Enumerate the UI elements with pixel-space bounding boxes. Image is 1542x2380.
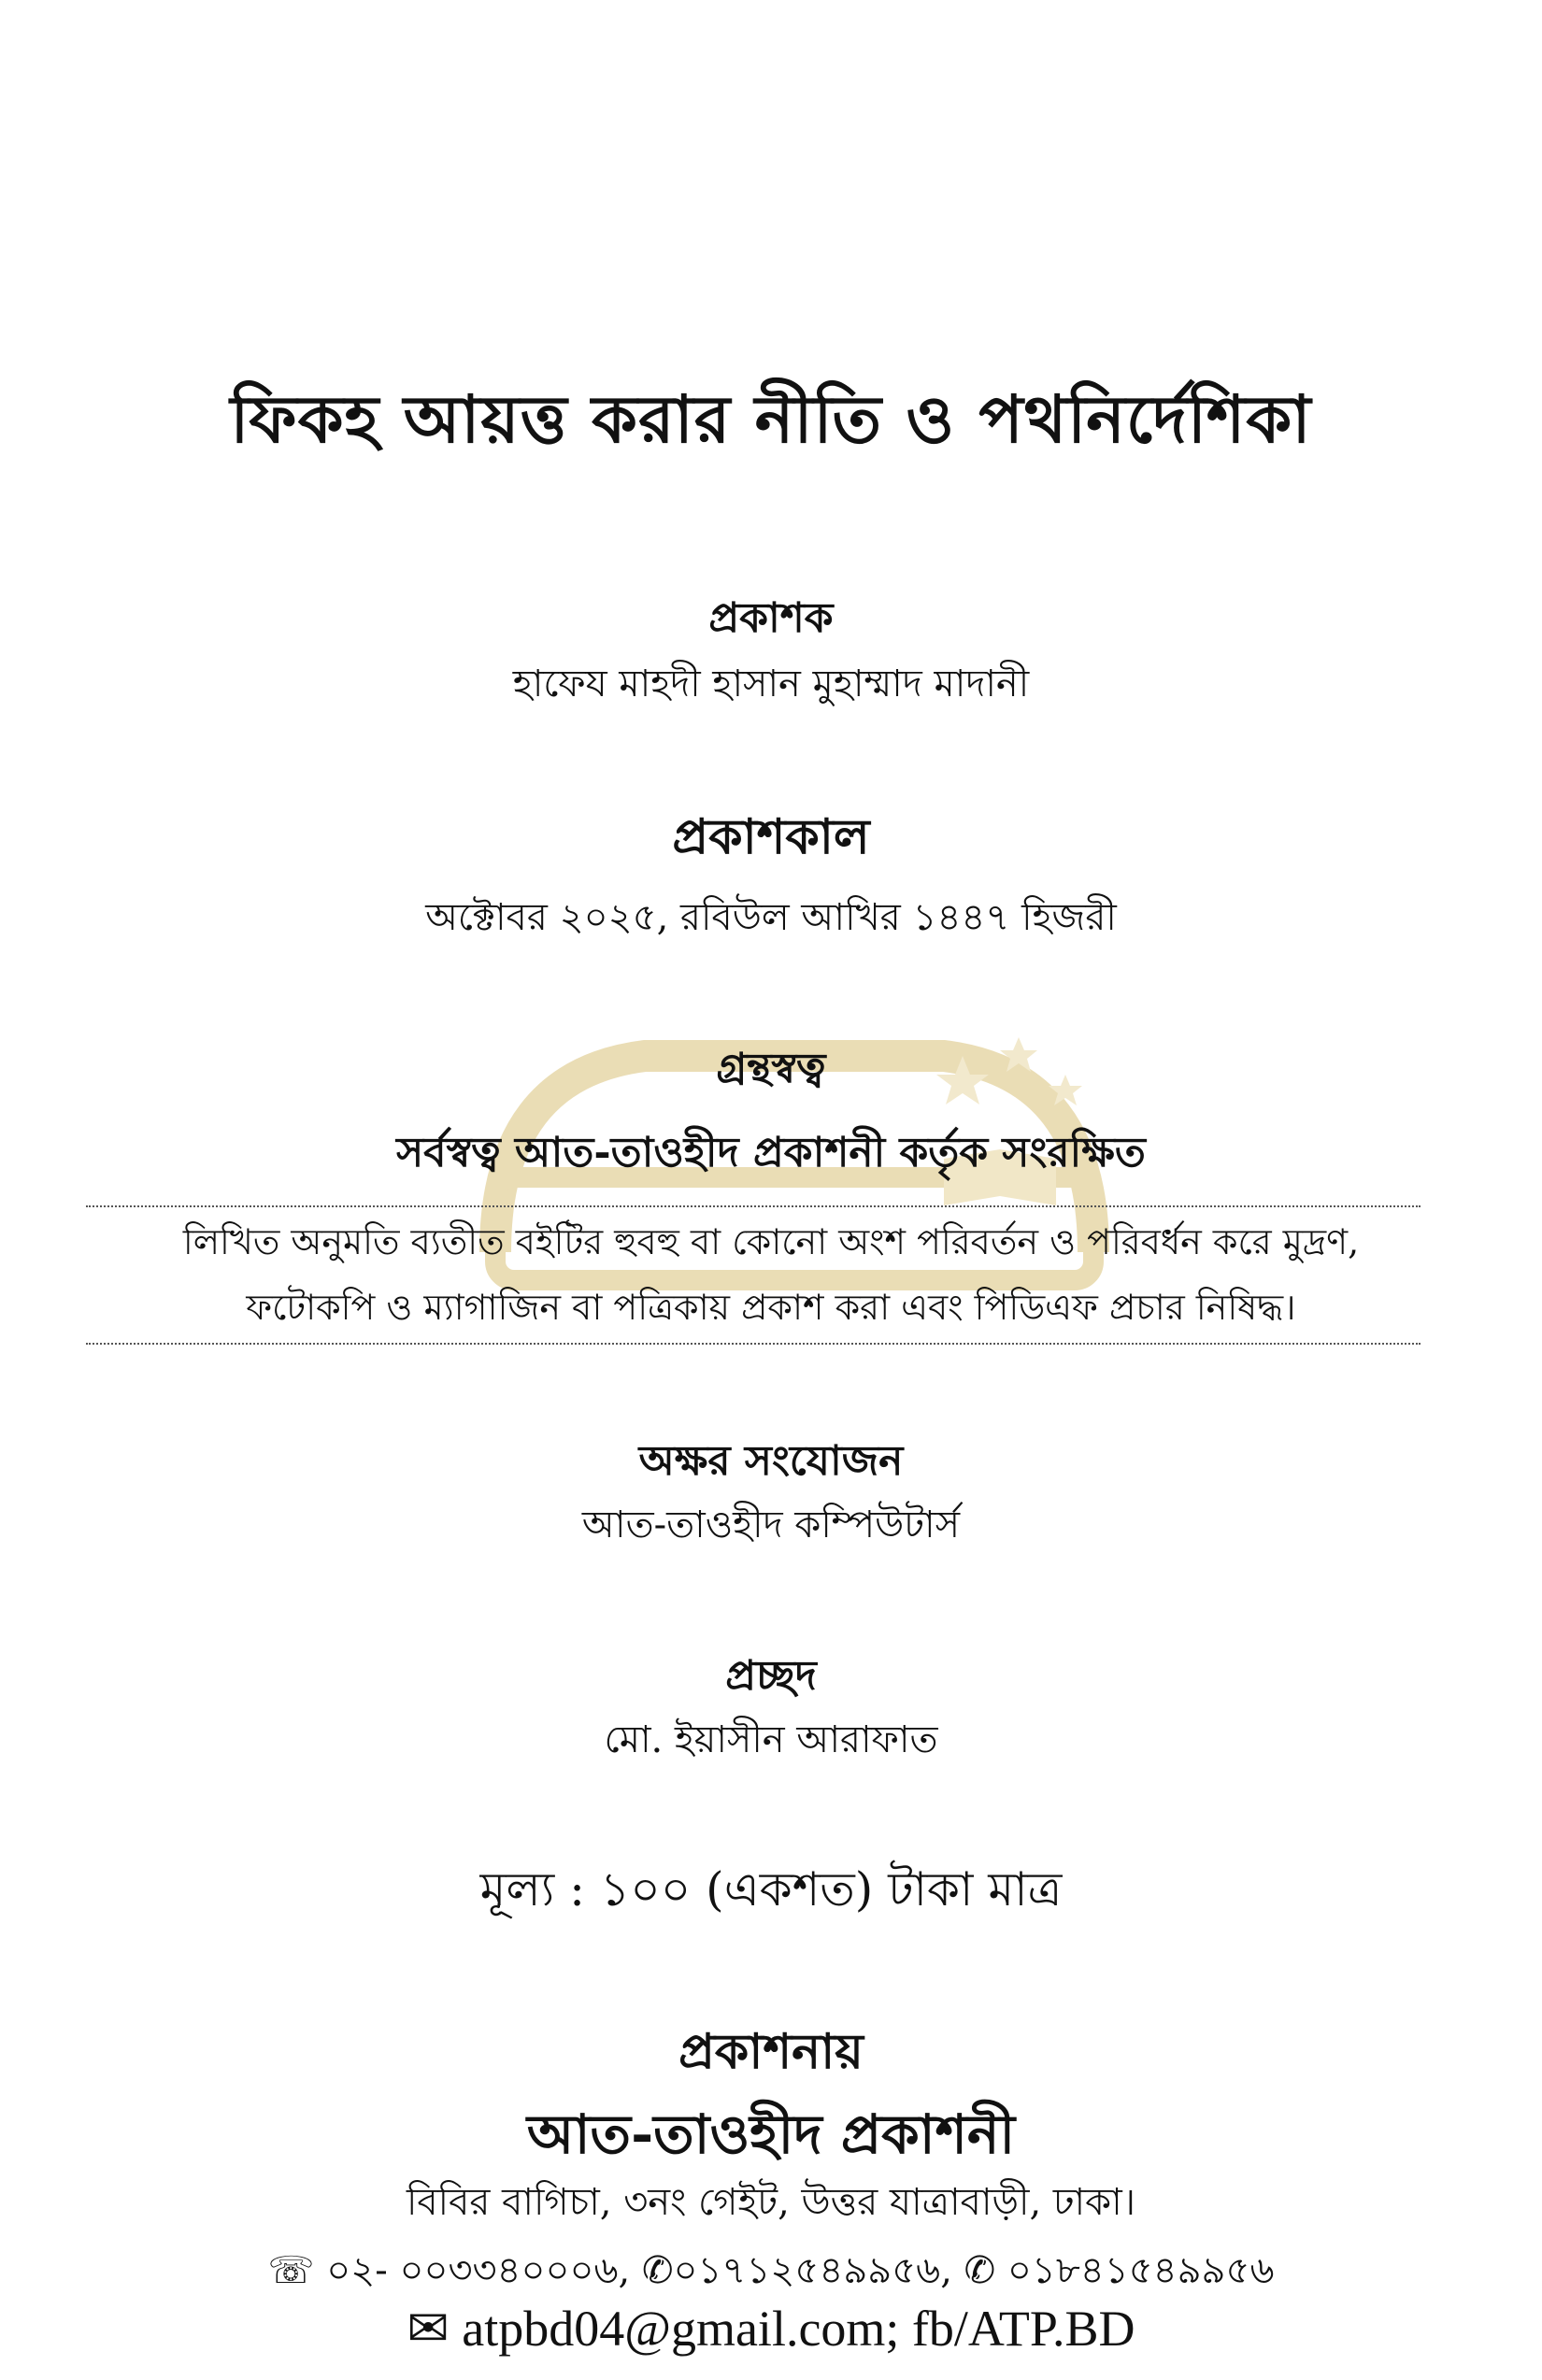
publisher-name: হাফেয মাহদী হাসান মুহাম্মাদ মাদানী (512, 663, 1030, 705)
typesetting-value: আত-তাওহীদ কম্পিউটার্স (581, 1504, 961, 1546)
publishing-house-address: বিবির বাগিচা, ৩নং গেইট, উত্তর যাত্রাবাড়ী, ঢাকা। (406, 2181, 1136, 2224)
phone-number-2: ০১৭১২৫৪৯৯৫৬, (673, 2249, 952, 2292)
notice-top-rule (86, 1205, 1421, 1207)
telephone-icon: ☏ (267, 2249, 315, 2292)
typesetting-heading: অক্ষর সংযোজন (638, 1437, 904, 1485)
copyright-notice-line-2: ফটোকপি ও ম্যাগাজিন বা পত্রিকায় প্রকাশ করা এবং পিডিএফ প্রচার নিষিদ্ধ। (246, 1287, 1296, 1328)
email-and-facebook (0, 2299, 1542, 2358)
publication-date-heading: প্রকাশকাল (672, 808, 870, 865)
publisher-heading: প্রকাশক (708, 594, 834, 642)
publication-date: অক্টোবর ২০২৫, রবিউল আখির ১৪৪৭ হিজরী (425, 896, 1117, 939)
publishing-house-heading: প্রকাশনায় (678, 2023, 864, 2080)
mail-icon: ✉ (407, 2299, 450, 2358)
copyright-notice-line-1: লিখিত অনুমতি ব্যতীত বইটির হুবহু বা কোনো অংশ পরিবর্তন ও পরিবর্ধন করে মুদ্রণ, (182, 1221, 1360, 1262)
phone-number-1: ০২- ০০৩৩৪০০০৬, (326, 2249, 631, 2292)
phone-numbers (0, 2241, 1542, 2303)
copyright-statement: সর্বস্বত্ব আত-তাওহীদ প্রকাশনী কর্তৃক সংরক্ষিত (396, 1129, 1146, 1176)
cover-heading: প্রচ্ছদ (725, 1652, 817, 1700)
phone-number-3: ০১৮৪১৫৪৯৯৫৬ (1007, 2249, 1275, 2292)
cover-designer: মো. ইয়াসীন আরাফাত (604, 1718, 938, 1761)
price: মূল্য : ১০০ (একশত) টাকা মাত্র (479, 1862, 1063, 1917)
mobile-phone-icon: ✆ (641, 2249, 674, 2292)
copyright-heading: গ্রন্থস্বত্ব (716, 1045, 826, 1092)
book-title: ফিকহ আয়ত্ত করার নীতি ও পথনির্দেশিকা (230, 380, 1312, 458)
mobile-phone-icon: ✆ (964, 2249, 996, 2292)
notice-bottom-rule (86, 1343, 1421, 1345)
email-facebook-text: atpbd04@gmail.com; fb/ATP.BD (462, 2301, 1135, 2357)
publishing-house-name: আত-তাওহীদ প্রকাশনী (526, 2102, 1016, 2166)
